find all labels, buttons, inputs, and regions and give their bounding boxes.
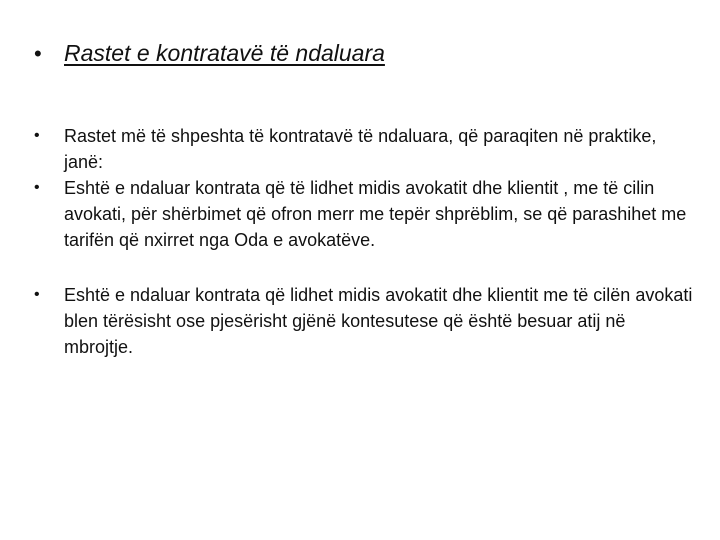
list-item-text: Eshtë e ndaluar kontrata që të lidhet midis avokatit dhe klientit , me të cilin avokati, për shërbimet që ofron merr me tepër shprëblim, se që parashihet me tarifën që nxirret nga Oda e avokatëve. [64, 178, 687, 250]
list-item [34, 282, 694, 360]
list-item [34, 123, 694, 175]
bullet-marker: • [34, 286, 40, 303]
title-bullet: • [34, 41, 42, 66]
bullet-marker: • [34, 179, 40, 196]
list-item-text: Eshtë e ndaluar kontrata që lidhet midis avokatit dhe klientit me të cilën avokati blen tërësisht ose pjesërisht gjënë kontesutese që është besuar atij në mbrojtje. [64, 285, 693, 357]
bullet-list [34, 123, 694, 360]
list-item [34, 175, 694, 253]
bullet-marker: • [34, 127, 40, 144]
list-item-text: Rastet më të shpeshta të kontratavë të ndaluara, që paraqiten në praktike, janë: [64, 126, 657, 172]
title-row [34, 36, 684, 71]
slide-title: Rastet e kontratavë të ndaluara [64, 40, 385, 66]
